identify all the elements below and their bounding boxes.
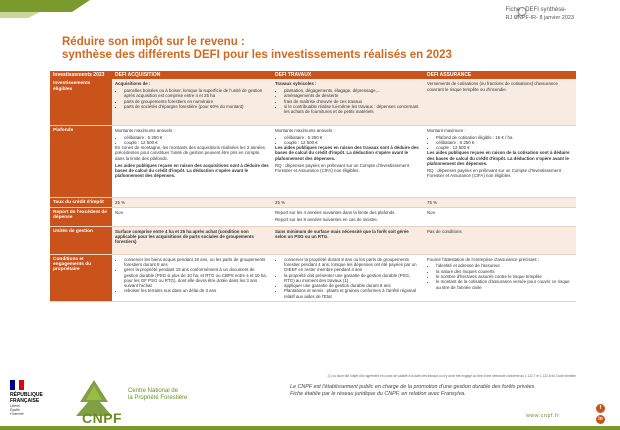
cell-trav-eligibles: [272, 79, 424, 125]
cell-ass-report: Non: [424, 208, 576, 227]
top-corner-decoration-light: [0, 12, 40, 18]
row-label: Unités de gestion: [50, 226, 112, 254]
list-item: • célibataire : 6 250 €: [284, 135, 421, 140]
cell-ass-conditions: [424, 254, 576, 301]
list-item: • appliquer une garantie de gestion durable durant 8 ans: [284, 283, 421, 288]
cell-ass-eligibles: [424, 79, 576, 125]
list-item: • la nature des risques couverts: [436, 269, 573, 274]
cell-ass-taux: 76 %: [424, 197, 576, 207]
cell-acq-eligibles: [112, 79, 272, 125]
list-item: • reboiser les terrains nus dans un délai de 3 ans: [124, 288, 269, 293]
row-eligibles: [50, 79, 576, 125]
list-item: • si le contribuable réalise lui-même les travaux : dépenses concernant les achats de fournitures et de petits matériels: [284, 104, 421, 115]
fiche-line2: RJ CNPF-IR- 8 janvier 2023: [505, 15, 574, 21]
ass-eligibles-text: Versements de cotisations (ou fractions de cotisations) d'assurance couvrant le risque tempête ou d'incendie.: [427, 81, 558, 92]
cell-trav-report: [272, 208, 424, 227]
bottom-band: [0, 426, 620, 430]
defi-synthesis-table: [50, 71, 576, 302]
desc-line2: Fiche établie par le réseau juridique du CNPF, en relation avec Fransylva.: [290, 391, 466, 397]
header-assurance: DEFI ASSURANCE: [424, 71, 576, 79]
list-item: • la propriété doit présenter une garantie de gestion durable (PSG, RTG) au moment des travaux (1): [284, 273, 421, 284]
list-item: • parcelles boisées ou à boiser, lorsque la superficie de l'unité de gestion après acquisition est comprise entre 4 et 25 ha: [124, 88, 269, 99]
cnpf-fullname: [128, 388, 187, 402]
cell-trav-unites: [272, 226, 424, 254]
row-label: Investissements éligibles: [50, 79, 112, 125]
ass-plafonds-p3: RQ : dépenses payées en prélevant sur un Compte d'Investissement Forestier et Assurance (CIFA) non éligibles: [427, 167, 561, 179]
rf-motto3: Fraternité: [10, 411, 24, 416]
website-link[interactable]: www.cnpf.fr: [526, 413, 560, 419]
acq-plafonds-p3: Les aides publiques reçues en raison des acquisitions sont à déduire des bases de calcul du crédit d'impôt. La déduction s'opère avant le plafonnement des dépenses.: [115, 162, 269, 179]
list-item: • couple : 12 500 €: [124, 140, 269, 145]
table-header-row: [50, 71, 576, 79]
cell-acq-taux: 25 %: [112, 197, 272, 207]
facebook-icon[interactable]: f: [596, 404, 605, 413]
trav-report-l1: Report sur les 4 années suivantes dans la limite des plafonds.: [275, 210, 396, 216]
cnpf-wordmark: CNPF: [82, 410, 123, 426]
cell-trav-plafonds: [272, 125, 424, 197]
title-line1: Réduire son impôt sur le revenu :: [62, 36, 245, 48]
trav-plafonds-p2: Les aides publiques reçues en raison des travaux sont à déduire des bases de calcul du crédit d'impôt. La déduction s'opère avant le plafonnement des dépenses.: [275, 145, 419, 161]
list-item: • gérer la propriété pendant 15 ans conformément à un document de gestion durable (PSG si plus de 10 ha, et RTG ou CBPS entre 4 et 10 ha, pour les GF PSG ou RTG), dont elle devra être dotée dans les 3 ans suivant l'achat: [124, 267, 269, 288]
french-flag-icon: [10, 380, 24, 390]
page-title: [62, 36, 452, 62]
row-taux: [50, 197, 576, 207]
list-item: • le nombre d'hectares assurés contre le risque tempête: [436, 274, 573, 279]
row-plafonds: [50, 125, 576, 197]
cell-ass-unites: Pas de conditions: [424, 226, 576, 254]
list-item: • célibataire : 6 250 €: [124, 135, 269, 140]
ass-plafonds-p2: Les aides publiques reçues en raison de la cotisation sont à déduire des bases de calcul du crédit d'impôt. La déduction s'opère avant le plafonnement des dépenses.: [427, 150, 570, 167]
list-item: • aménagements de desserte: [284, 93, 421, 98]
cell-trav-conditions: [272, 254, 424, 301]
row-report: [50, 208, 576, 227]
header-travaux: DEFI TRAVAUX: [272, 71, 424, 79]
list-item: • conserver les biens acquis pendant 15 ans, ou les parts de groupements forestiers durant 8 ans: [124, 257, 269, 268]
top-corner-decoration: [0, 0, 90, 12]
row-label: Report de l'excédent de dépense: [50, 208, 112, 227]
footnote: (1) ou avoir fait l'objet d'un agrément en cours de validité à la date des travaux ou d'y avoir été engagé au titre d'une demande conforme au L 122-7 et L 122-8 du Code forestier: [327, 374, 576, 378]
fiche-line1: Fiche : DEFI synthèse-: [505, 7, 567, 13]
row-label: Taux du crédit d'impôt: [50, 197, 112, 207]
cell-acq-conditions: [112, 254, 272, 301]
header-investissements: Investissements 2023: [50, 71, 112, 79]
list-item: • frais de maîtrise d'œuvre de ces travaux: [284, 99, 421, 104]
trav-report-l2: Report sur les 8 années suivantes en cas de sinistre.: [275, 216, 378, 222]
fiche-reference: [506, 6, 574, 22]
acq-eligibles-title: Acquisitions de :: [115, 81, 151, 87]
trav-unites-text: Sans minimum de surface mais nécessité que la forêt soit gérée selon un PSG ou un RTG.: [275, 228, 409, 239]
acq-plafonds-p1: Montants maximums annuels :: [115, 127, 175, 133]
cell-acq-unites: [112, 226, 272, 254]
trav-plafonds-p3: RQ : dépenses payées en prélevant sur un Compte d'Investissement Forestier et Assurance (CIFA) non éligibles.: [275, 162, 409, 173]
row-label: Plafonds: [50, 125, 112, 197]
title-line2: synthèse des différents DEFI pour les investissements réalisés en 2023: [62, 49, 452, 61]
list-item: • Plafond de cotisation éligible : 15 € / ha: [436, 135, 573, 140]
list-item: • plantation, dégagements, élagage, dépressage,...: [284, 88, 421, 93]
cnpf-name2: la Propriété Forestière: [128, 395, 188, 401]
row-label: Conditions et engagements du propriétaire: [50, 254, 112, 301]
desc-line1: Le CNPF est l'établissement public en charge de la promotion d'une gestion durable des forêts privées.: [290, 384, 536, 390]
ass-plafonds-p1: Montant maximum :: [427, 127, 466, 133]
list-item: • couple : 12 500 €: [284, 140, 421, 145]
list-item: • Plantations et semis : plants et graines conformes à l'arrêté régional relatif aux aides de l'Etat: [284, 288, 421, 299]
trav-eligibles-title: Travaux sylvicoles :: [275, 81, 317, 87]
linkedin-icon[interactable]: in: [596, 415, 605, 424]
ass-conditions-intro: Fournir l'attestation de l'entreprise d'assurance précisant :: [427, 256, 540, 262]
trav-plafonds-p1: Montants maximums annuels :: [275, 127, 335, 133]
cell-ass-plafonds: [424, 125, 576, 197]
rf-motto2: Égalité: [10, 407, 20, 412]
list-item: • le montant de la cotisation d'assurance versée pour couvrir ce risque au titre de l'année civile: [436, 279, 573, 290]
rf-line2: FRANÇAISE: [10, 398, 40, 404]
cnpf-name1: Centre National de: [128, 388, 179, 394]
republique-francaise-logo: [10, 380, 50, 416]
header-acquisition: DEFI ACQUISITION: [112, 71, 272, 79]
cell-trav-taux: 25 %: [272, 197, 424, 207]
list-item: • couple : 12 500 €: [436, 145, 573, 150]
list-item: • l'identité et adresse de l'assureur: [436, 263, 573, 268]
cell-acq-report: Non: [112, 208, 272, 227]
list-item: • célibataire : 6 250 €: [436, 140, 573, 145]
rf-line1: RÉPUBLIQUE: [10, 392, 43, 398]
cnpf-description: [290, 384, 536, 398]
row-conditions: [50, 254, 576, 301]
cell-acq-plafonds: [112, 125, 272, 197]
row-unites: [50, 226, 576, 254]
acq-unites-text: Surface comprise entre 4 ha et 25 ha après achat (condition non applicable pour les acquisitions de parts sociales de groupements forestiers): [115, 228, 254, 245]
acq-plafonds-p2: En zones de montagne, les montants des acquisitions réalisées les 3 années précédentes pour constituer l'unité de gestion peuvent être pris en compte, dans la limite des plafonds.: [115, 145, 265, 161]
rf-motto1: Liberté: [10, 404, 20, 408]
list-item: • parts de groupements forestiers en numéraire: [124, 99, 269, 104]
list-item: • parts de sociétés d'épargne forestière (pour 60% du montant): [124, 104, 269, 109]
list-item: • conserver la propriété durant 8 ans ou les parts de groupements forestier pendant 4 ans, lorsque les dépenses ont été payées par un GIEEF en rester membre pendant 4 ans: [284, 257, 421, 273]
